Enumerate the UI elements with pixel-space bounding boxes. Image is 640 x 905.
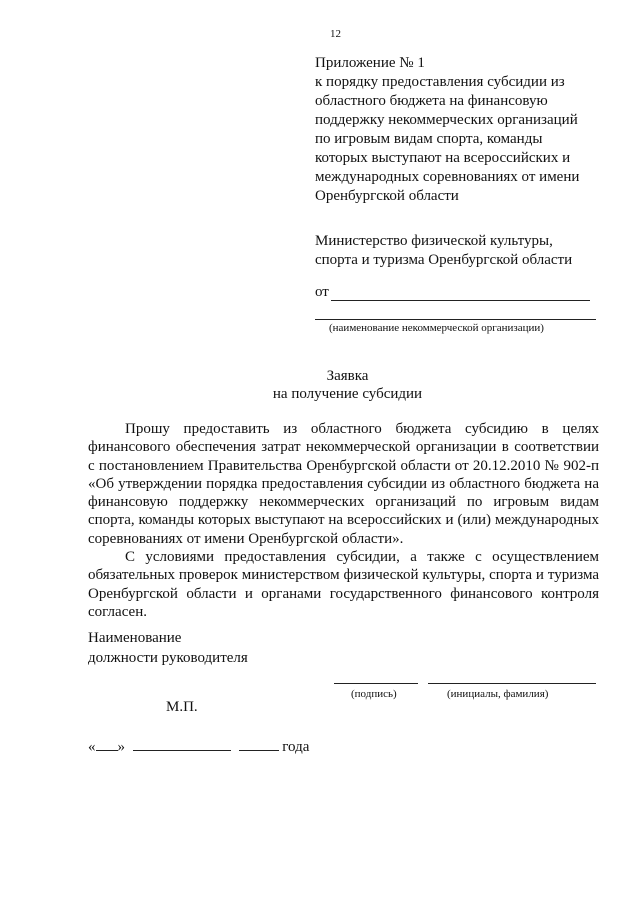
org-name-line <box>315 303 596 320</box>
recipient-line: спорта и туризма Оренбургской области <box>315 252 573 268</box>
from-label: от <box>315 284 329 300</box>
signature-caption: (подпись) <box>351 688 397 700</box>
appendix-title: Приложение № 1 <box>315 55 425 71</box>
stamp-placeholder: М.П. <box>166 699 198 715</box>
signature-line <box>334 669 418 684</box>
appendix-line: поддержку некоммерческих организаций <box>315 112 578 128</box>
appendix-line: Оренбургской области <box>315 188 459 204</box>
body-text <box>88 420 599 621</box>
appendix-block <box>315 54 579 206</box>
recipient-block <box>315 232 572 270</box>
position-label: Наименование <box>88 630 182 646</box>
date-year-blank <box>239 736 279 751</box>
from-row <box>315 284 329 301</box>
body-paragraph: Прошу предоставить из областного бюджета субсидию в целях финансового обеспечения затрат некоммерческой организации в соответствии с постановлением Правительства Оренбургской области от 20.12.2010 № 902-п «Об утверждении порядка предоставления субсидии из областного бюджета на финансовую поддержку некоммерческих организаций по игровым видам спорта, команды которых выступают на всероссийских и (или) международных соревнованиях от имени Оренбургской области». <box>88 421 599 547</box>
date-open-quote: « <box>88 739 96 755</box>
body-paragraph: С условиями предоставления субсидии, а также с осуществлением обязательных проверок министерством физической культуры, спорта и туризма Оренбургской области и органами государственного финансового контроля согласен. <box>88 549 599 620</box>
appendix-line: по игровым видам спорта, команды <box>315 131 543 147</box>
from-fill-line <box>331 284 590 301</box>
appendix-line: которых выступают на всероссийских и <box>315 150 571 166</box>
date-row <box>88 736 309 756</box>
position-label: должности руководителя <box>88 650 248 666</box>
page-number: 12 <box>330 28 341 40</box>
appendix-line: к порядку предоставления субсидии из <box>315 74 565 90</box>
date-month-blank <box>133 736 231 751</box>
appendix-line: областного бюджета на финансовую <box>315 93 548 109</box>
document-title: Заявка <box>326 368 369 384</box>
document-subtitle: на получение субсидии <box>272 386 423 402</box>
name-caption: (инициалы, фамилия) <box>447 688 549 700</box>
date-day-blank <box>96 736 118 751</box>
name-line <box>428 669 596 684</box>
appendix-line: международных соревнованиях от имени <box>315 169 580 185</box>
recipient-line: Министерство физической культуры, <box>315 233 553 249</box>
date-close-quote: » <box>117 739 125 755</box>
org-name-caption: (наименование некоммерческой организации) <box>329 322 544 334</box>
date-year-word: года <box>282 739 310 755</box>
